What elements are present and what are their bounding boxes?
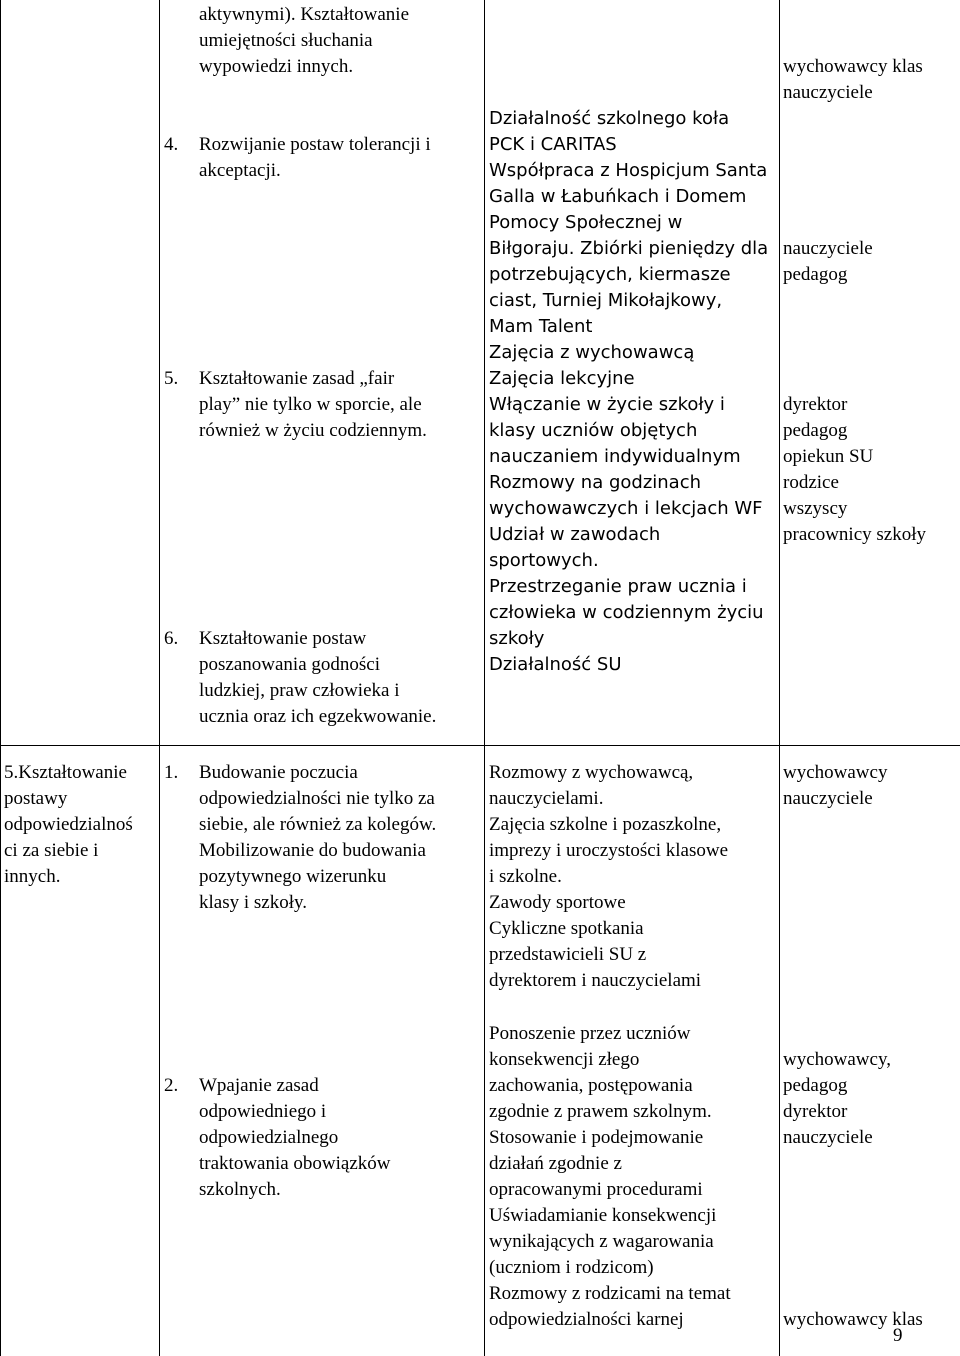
goal-text-line: traktowania obowiązków [199,1153,391,1174]
action-line: Pomocy Społecznej w [489,212,683,233]
action-line: Działalność SU [489,654,622,675]
action-line: Galla w Łabuńkach i Domem [489,186,747,207]
page-number: 9 [893,1325,903,1346]
action-line: nauczycielami. [489,788,604,809]
action-line: Zajęcia szkolne i pozaszkolne, [489,814,722,835]
responsible-line: pedagog [783,1075,848,1096]
responsible-block [783,54,923,106]
goal-text-line: Rozwijanie postaw tolerancji i [199,134,431,155]
goal-text-line: również w życiu codziennym. [199,420,427,441]
responsible-block [783,392,926,548]
action-line: nauczaniem indywidualnym [489,446,741,467]
responsible-line: wychowawcy, [783,1049,891,1070]
goal-text-line: odpowiedniego i [199,1101,327,1122]
goal-item [199,132,431,184]
responsible-line: nauczyciele [783,788,873,809]
goal-text-line: wypowiedzi innych. [199,56,354,77]
responsible-block [783,1047,891,1151]
action-line: opracowanymi procedurami [489,1179,703,1200]
goal-text-line: play” nie tylko w sporcie, ale [199,394,422,415]
goal-text-line: ucznia oraz ich egzekwowanie. [199,706,437,727]
action-line: szkoły [489,628,545,649]
action-line: i szkolne. [489,866,562,887]
action-line: potrzebujących, kiermasze [489,264,731,285]
table-border-col2 [484,0,485,1356]
goal-text-line: Budowanie poczucia [199,762,358,783]
responsible-line: rodzice [783,472,839,493]
action-line: Przestrzeganie praw ucznia i [489,576,747,597]
area-text-line: ci za siebie i [4,840,99,861]
goal-number: 2. [164,1075,179,1096]
area-text-line: 5.Kształtowanie [4,762,127,783]
responsible-block [783,760,887,812]
goal-text-line: Wpajanie zasad [199,1075,319,1096]
goal-number: 6. [164,628,179,649]
table-border-col1 [159,0,160,1356]
action-line: ciast, Turniej Mikołajkowy, [489,290,723,311]
action-line: Rozmowy z rodzicami na temat [489,1283,731,1304]
action-line: Zajęcia lekcyjne [489,368,635,389]
responsible-line: wychowawcy klas [783,56,923,77]
goal-text-line: Kształtowanie postaw [199,628,367,649]
responsible-line: pedagog [783,420,848,441]
action-line: przedstawicieli SU z [489,944,647,965]
goal-item [199,366,427,444]
goal-text-line: Kształtowanie zasad „fair [199,368,395,389]
responsible-line: dyrektor [783,394,848,415]
goal-text-line: poszanowania godności [199,654,380,675]
action-line: człowieka w codziennym życiu [489,602,764,623]
action-line: Współpraca z Hospicjum Santa [489,160,768,181]
action-line: Rozmowy z wychowawcą, [489,762,694,783]
responsible-line: nauczyciele [783,1127,873,1148]
action-line: Rozmowy na godzinach [489,472,702,493]
action-line: Udział w zawodach [489,524,661,545]
responsible-line: pedagog [783,264,848,285]
area-text-line: postawy [4,788,68,809]
action-line: konsekwencji złego [489,1049,640,1070]
action-line: sportowych. [489,550,599,571]
goal-text-line: akceptacji. [199,160,281,181]
action-line: Ponoszenie przez uczniów [489,1023,691,1044]
goal-text-line: umiejętności słuchania [199,30,373,51]
goal-text-line: Mobilizowanie do budowania [199,840,426,861]
goal-item [199,760,436,916]
action-line: zgodnie z prawem szkolnym. [489,1101,712,1122]
action-line: odpowiedzialności karnej [489,1309,684,1330]
area-text-line: innych. [4,866,61,887]
action-line: wynikających z wagarowania [489,1231,714,1252]
action-line: Mam Talent [489,316,593,337]
responsible-line: wychowawcy klas [783,1309,923,1330]
responsible-line: nauczyciele [783,82,873,103]
responsible-line: nauczyciele [783,238,873,259]
action-line: Działalność szkolnego koła [489,108,730,129]
area-text-line: odpowiedzialnoś [4,814,133,835]
goal-text-line: pozytywnego wizerunku [199,866,387,887]
responsible-line: wychowawcy [783,762,888,783]
action-line: Stosowanie i podejmowanie [489,1127,704,1148]
area-cell [4,760,133,890]
goal-text-line: szkolnych. [199,1179,281,1200]
goal-text-line: ludzkiej, praw człowieka i [199,680,400,701]
goal-number: 5. [164,368,179,389]
responsible-line: dyrektor [783,1101,848,1122]
goal-item [199,626,436,730]
table-row-divider [0,745,960,746]
goal-text-line: siebie, ale również za kolegów. [199,814,437,835]
action-line: Biłgoraju. Zbiórki pieniędzy dla [489,238,769,259]
action-line: zachowania, postępowania [489,1075,693,1096]
action-line: klasy uczniów objętych [489,420,698,441]
action-line: dyrektorem i nauczycielami [489,970,702,991]
actions-block [489,760,728,994]
goal-number: 1. [164,762,179,783]
goal-text-line: klasy i szkoły. [199,892,308,913]
action-line: wychowawczych i lekcjach WF [489,498,763,519]
goal-number: 4. [164,134,179,155]
goal-text-line: aktywnymi). Kształtowanie [199,4,410,25]
action-line: Zajęcia z wychowawcą [489,342,695,363]
action-line: Uświadamianie konsekwencji [489,1205,717,1226]
action-line: imprezy i uroczystości klasowe [489,840,729,861]
responsible-line: pracownicy szkoły [783,524,926,545]
goal-item [199,2,409,80]
responsible-line: wszyscy [783,498,848,519]
actions-block [489,106,768,366]
goal-text-line: odpowiedzialności nie tylko za [199,788,435,809]
goal-item [199,1073,391,1203]
table-border-left [0,0,1,1356]
action-line: Cykliczne spotkania [489,918,644,939]
responsible-line: opiekun SU [783,446,874,467]
action-line: (uczniom i rodzicom) [489,1257,654,1278]
table-border-col3 [779,0,780,1356]
goal-text-line: odpowiedzialnego [199,1127,339,1148]
responsible-block [783,236,873,288]
actions-block [489,366,764,678]
action-line: Włączanie w życie szkoły i [489,394,725,415]
action-line: PCK i CARITAS [489,134,617,155]
action-line: działań zgodnie z [489,1153,622,1174]
actions-block [489,1021,731,1333]
action-line: Zawody sportowe [489,892,626,913]
